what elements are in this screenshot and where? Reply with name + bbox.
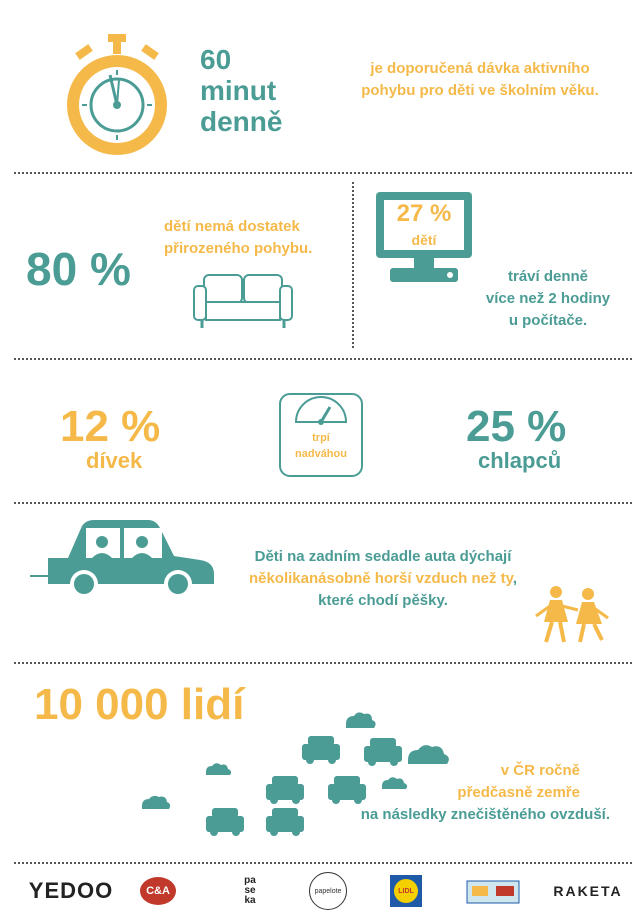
- back-seat-air-text: Děti na zadním sedadle auta dýchají několikanásobně horší vzduch než ty, které chodí pěšky.: [248, 548, 518, 609]
- divider: [352, 182, 354, 348]
- recommended-activity-text: je doporučená dávka aktivního pohybu pro děti ve školním věku.: [361, 60, 599, 99]
- eighty-percent-value: 80 %: [26, 243, 131, 295]
- sixty-minutes-heading: 60 minut denně: [200, 44, 283, 137]
- girls-label: dívek: [86, 448, 143, 473]
- raketa-logo: RAKETA: [553, 883, 623, 899]
- sofa-icon: [192, 272, 294, 330]
- divider: [14, 172, 632, 174]
- boys-label: chlapců: [478, 448, 562, 473]
- divider: [14, 502, 632, 504]
- computer-time-text: tráví denně více než 2 hodiny u počítače.: [485, 268, 611, 329]
- screen-word: dětí: [411, 232, 437, 248]
- car-with-children-icon: [28, 516, 218, 600]
- girls-percent: 12 %: [60, 402, 161, 451]
- lidl-logo: LIDL: [388, 875, 424, 907]
- paseka-logo: pa se ka: [244, 875, 256, 906]
- ten-thousand-people-heading: 10 000 lidí: [34, 680, 245, 729]
- divider: [14, 862, 632, 864]
- divider: [14, 358, 632, 360]
- premature-deaths-text: v ČR ročně předčasně zemře na následky znečištěného ovzduší.: [360, 762, 610, 823]
- divider: [14, 662, 632, 664]
- papelote-logo: papelote: [304, 875, 352, 907]
- overweight-text: trpí nadváhou: [295, 432, 347, 460]
- stopwatch-icon: [62, 30, 172, 160]
- yedoo-logo: YEDOO: [28, 878, 114, 903]
- partner-logo-icon: [466, 880, 520, 904]
- not-enough-movement-text: dětí nemá dostatek přirozeného pohybu.: [164, 218, 313, 257]
- walking-children-icon: [532, 584, 612, 648]
- boys-percent: 25 %: [466, 402, 567, 451]
- screen-percent: 27 %: [396, 200, 452, 227]
- ca-logo: C&A: [136, 875, 180, 907]
